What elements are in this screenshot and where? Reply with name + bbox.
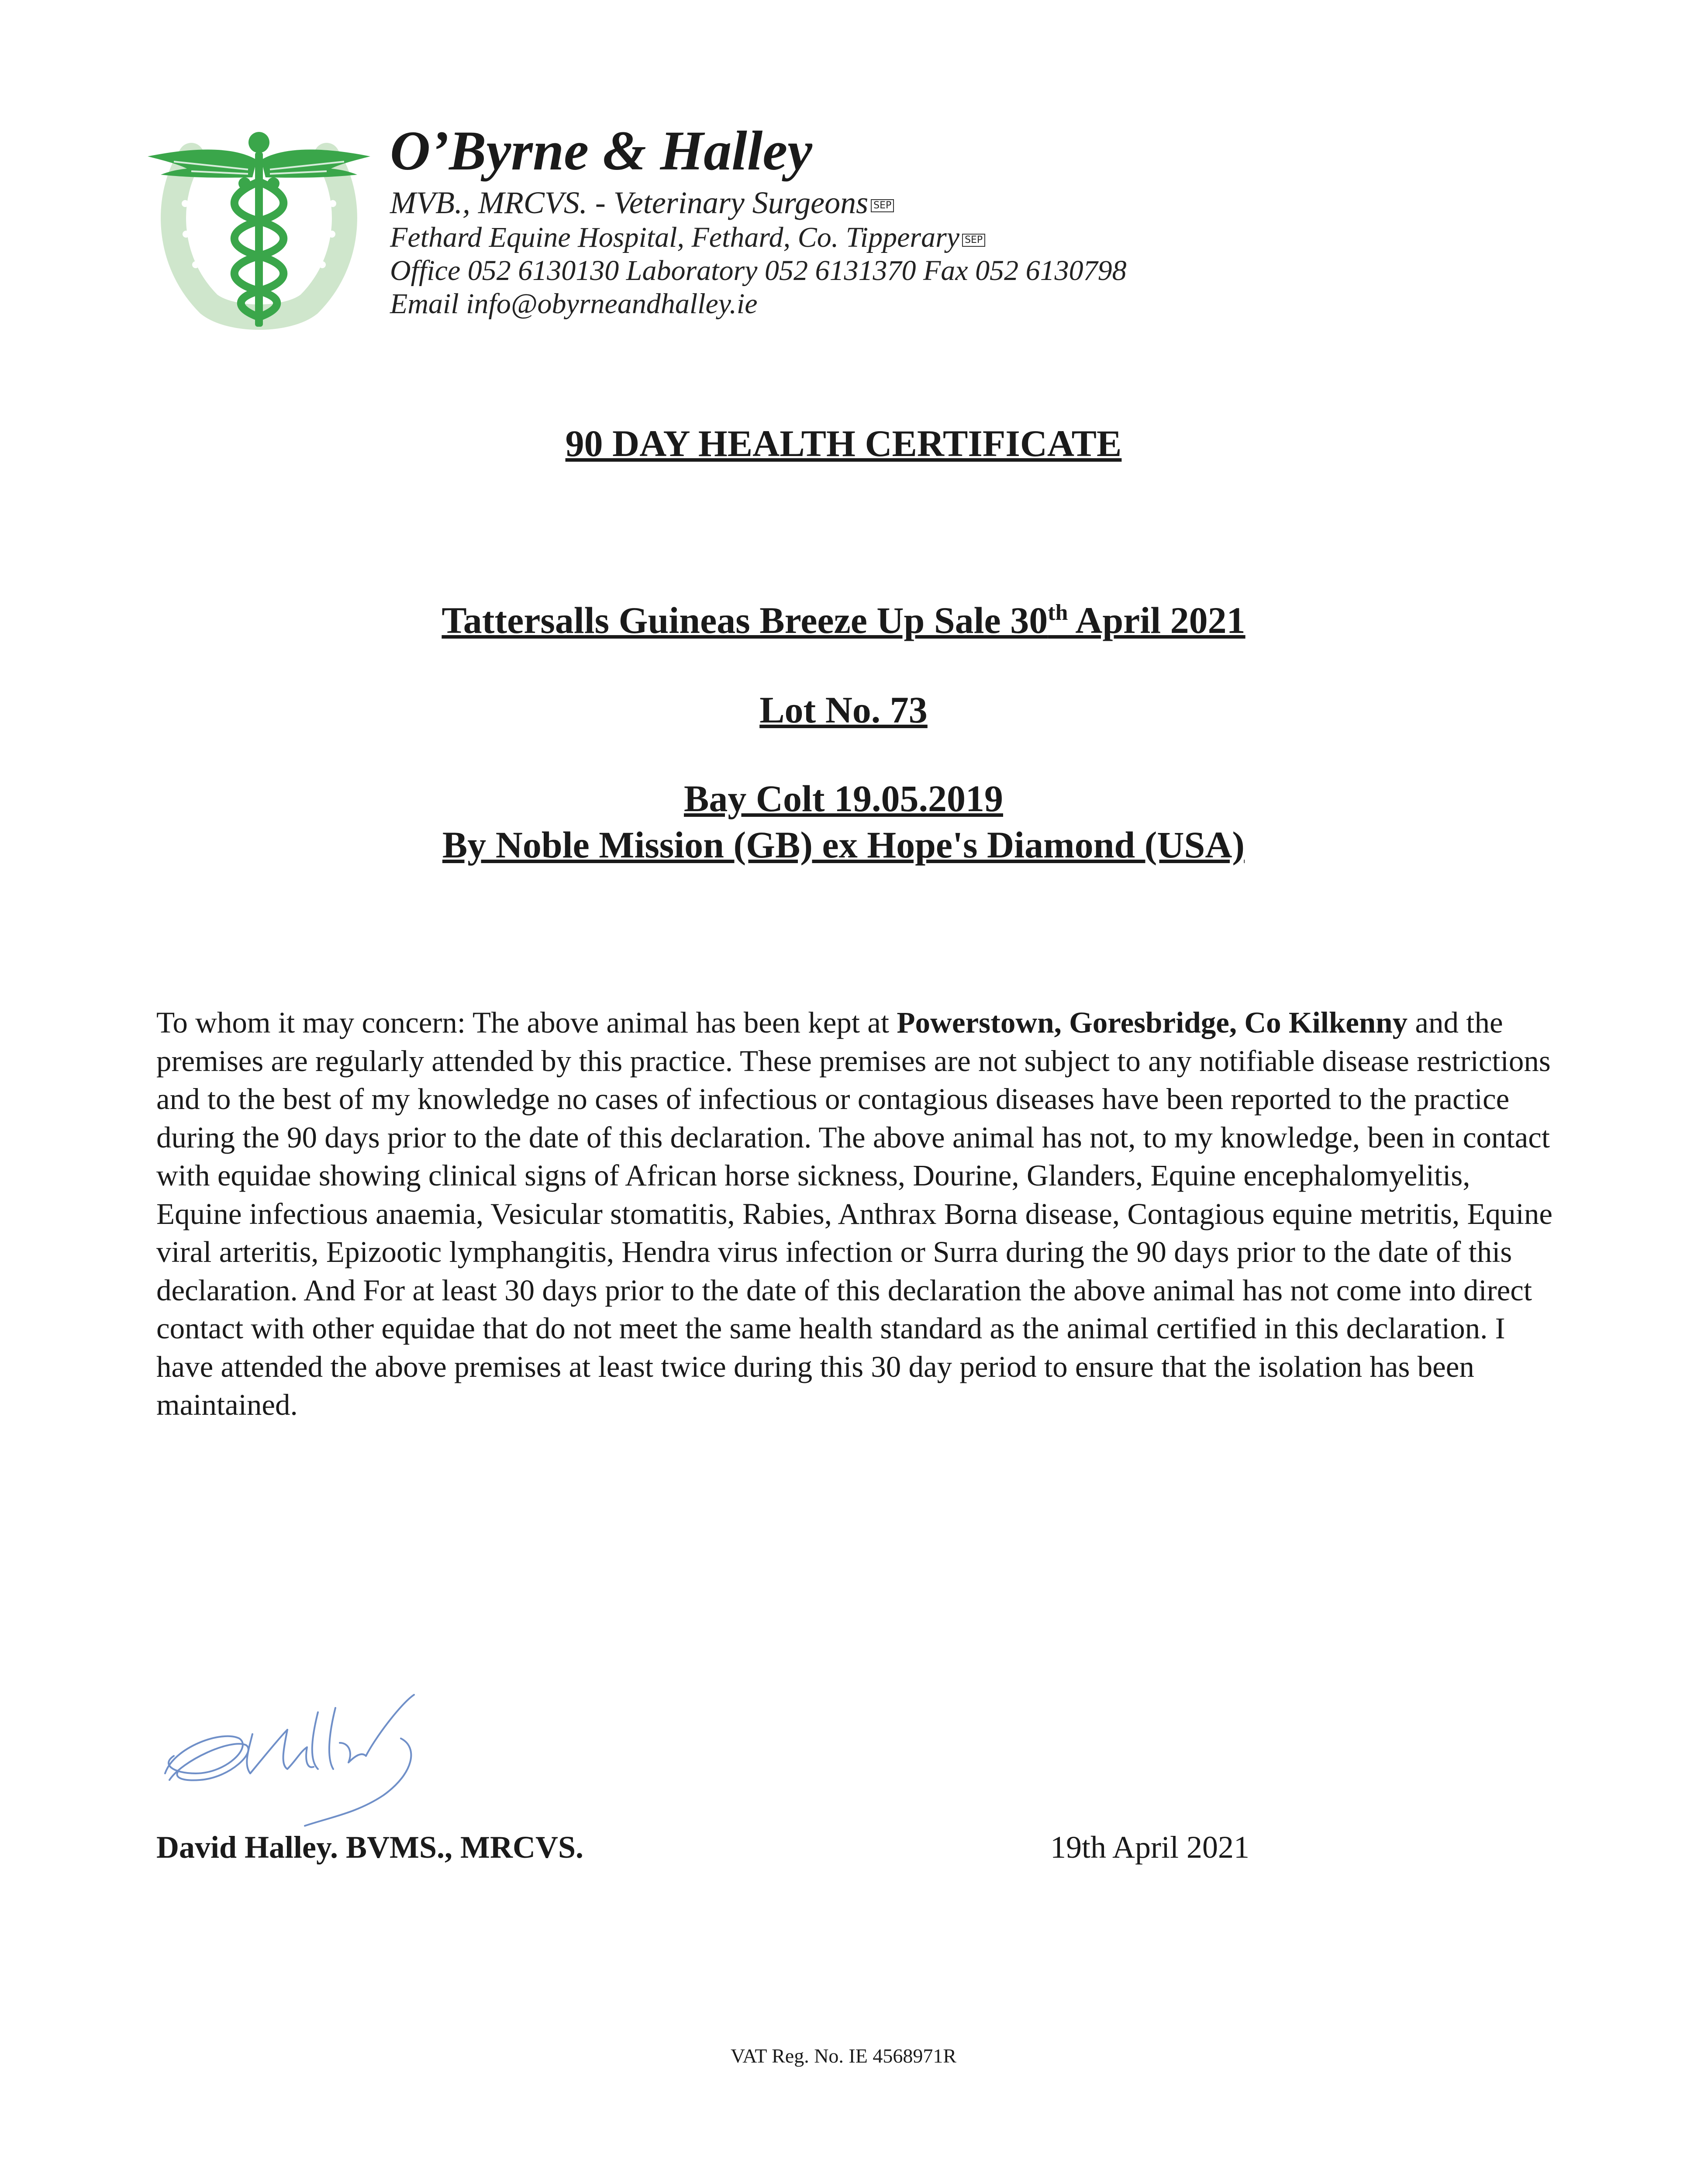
qualifications-text: MVB., MRCVS. - Veterinary Surgeons bbox=[390, 185, 869, 220]
sale-heading bbox=[0, 598, 1687, 642]
lot-number: Lot No. 73 bbox=[759, 689, 928, 731]
firm-name: O’Byrne & Halley bbox=[390, 120, 812, 182]
address-line bbox=[390, 221, 1127, 254]
sale-heading-before: Tattersalls Guineas Breeze Up Sale 30 bbox=[442, 599, 1048, 641]
address-text: Fethard Equine Hospital, Fethard, Co. Tipperary bbox=[390, 221, 960, 253]
horse-breeding: By Noble Mission (GB) ex Hope's Diamond (USA) bbox=[442, 824, 1245, 866]
certificate-title: 90 DAY HEALTH CERTIFICATE bbox=[565, 422, 1122, 464]
sale-heading-after: April 2021 bbox=[1068, 599, 1245, 641]
qualifications-line bbox=[390, 184, 1127, 221]
handwritten-signature bbox=[156, 1686, 436, 1830]
signer-name: David Halley. BVMS., MRCVS. bbox=[156, 1830, 584, 1865]
premises-name: Powerstown, Goresbridge, Co Kilkenny bbox=[897, 1006, 1408, 1039]
signature-date: 19th April 2021 bbox=[1050, 1830, 1250, 1865]
sep-glyph: SEP bbox=[871, 199, 894, 212]
horse-description: Bay Colt 19.05.2019 bbox=[684, 778, 1003, 819]
practice-logo bbox=[148, 129, 370, 335]
vat-registration: VAT Reg. No. IE 4568971R bbox=[730, 2045, 957, 2067]
declaration-intro: To whom it may concern: The above animal has been kept at bbox=[156, 1006, 897, 1039]
declaration-paragraph bbox=[156, 1004, 1554, 1424]
email-line: Email info@obyrneandhalley.ie bbox=[390, 288, 758, 320]
sep-glyph: SEP bbox=[962, 234, 985, 247]
letterhead bbox=[390, 118, 1127, 321]
declaration-text: and the premises are regularly attended by this practice. These premises are not subject to any notifiable disease restrictions and to the best of my knowledge no cases of infectious or contagious diseases have been reported to the practice during the 90 days prior to the date of this declaration. The above animal has not, to my knowledge, been in contact with equidae showing clinical signs of African horse sickness, Dourine, Glanders, Equine encephalomyelitis, Equine infectious anaemia, Vesicular stomatitis, Rabies, Anthrax Borna disease, Contagious equine metritis, Equine viral arteritis, Epizootic lymphangitis, Hendra virus infection or Surra during the 90 days prior to the date of this declaration. And For at least 30 days prior to the date of this declaration the above animal has not come into direct contact with other equidae that do not meet the same health standard as the animal certified in this declaration. I have attended the above premises at least twice during this 30 day period to ensure that the isolation has been maintained. bbox=[156, 1006, 1552, 1421]
sale-heading-ordinal: th bbox=[1048, 600, 1068, 625]
phones-line: Office 052 6130130 Laboratory 052 6131370 Fax 052 6130798 bbox=[390, 255, 1127, 287]
